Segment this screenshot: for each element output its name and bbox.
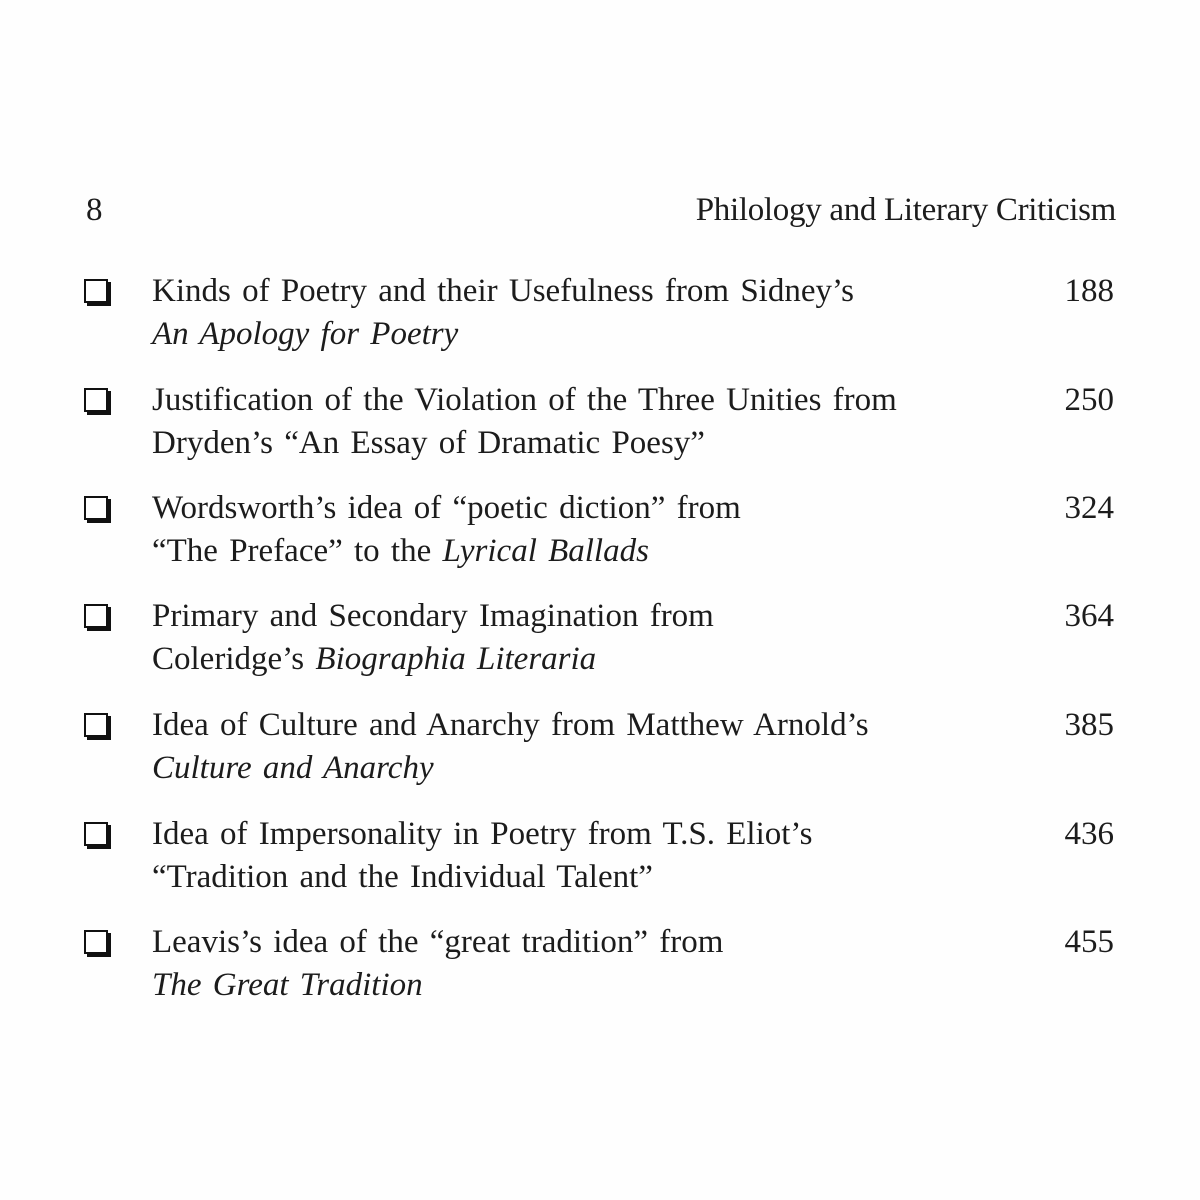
entry-title [152, 595, 1032, 681]
entry-page-number: 324 [1064, 490, 1114, 526]
toc-entry [84, 921, 1114, 1011]
entry-title-line-2 [152, 638, 1032, 681]
toc-entry [84, 813, 1114, 903]
entry-page-number: 250 [1064, 382, 1114, 418]
toc-entry [84, 704, 1114, 794]
entry-title-line-1: Justification of the Violation of the Three Unities from [152, 382, 897, 418]
entry-title-line-2 [152, 747, 1032, 790]
page-number: 8 [86, 192, 103, 228]
entry-title-line-2 [152, 313, 1032, 356]
entry-title-line-1: Idea of Impersonality in Poetry from T.S. Eliot’s [152, 816, 813, 852]
entry-title-line-1: Leavis’s idea of the “great tradition” from [152, 924, 724, 960]
entry-page-number: 455 [1064, 924, 1114, 960]
checkbox-bullet-icon [84, 604, 108, 628]
entry-page-number: 364 [1064, 598, 1114, 634]
running-title: Philology and Literary Criticism [695, 192, 1116, 228]
entry-work-title: An Apology for Poetry [152, 316, 459, 352]
entry-title-line-1: Wordsworth’s idea of “poetic diction” from [152, 490, 741, 526]
entry-work-title: Culture and Anarchy [152, 750, 434, 786]
entry-title [152, 379, 1032, 465]
entry-title-line-2 [152, 856, 1032, 899]
checkbox-bullet-icon [84, 713, 108, 737]
entry-title-line-2-text: Dryden’s “An Essay of Dramatic Poesy” [152, 425, 705, 461]
entry-title-line-2-text: Coleridge’s [152, 641, 316, 677]
entry-work-title: Lyrical Ballads [442, 533, 649, 569]
entry-page-number: 188 [1064, 273, 1114, 309]
toc-entry [84, 487, 1114, 577]
entry-title-line-1: Kinds of Poetry and their Usefulness from Sidney’s [152, 273, 854, 309]
entry-title-line-1: Idea of Culture and Anarchy from Matthew Arnold’s [152, 707, 869, 743]
checkbox-bullet-icon [84, 822, 108, 846]
toc-entry [84, 595, 1114, 685]
checkbox-bullet-icon [84, 279, 108, 303]
toc-entry [84, 379, 1114, 469]
entry-work-title: Biographia Literaria [315, 641, 597, 677]
entry-page-number: 436 [1064, 816, 1114, 852]
entry-title-line-2 [152, 530, 1032, 573]
entry-title-line-2 [152, 964, 1032, 1007]
entry-title-line-1: Primary and Secondary Imagination from [152, 598, 714, 634]
page-header [86, 188, 1116, 232]
entry-title [152, 813, 1032, 899]
entry-title [152, 921, 1032, 1007]
entry-title-line-2-text: “Tradition and the Individual Talent” [152, 859, 653, 895]
entry-title [152, 487, 1032, 573]
entry-title-line-2-text: “The Preface” to the [152, 533, 443, 569]
checkbox-bullet-icon [84, 930, 108, 954]
toc-entry [84, 270, 1114, 360]
checkbox-bullet-icon [84, 388, 108, 412]
entry-title [152, 704, 1032, 790]
entry-page-number: 385 [1064, 707, 1114, 743]
entry-work-title: The Great Tradition [152, 967, 423, 1003]
entry-title-line-2 [152, 422, 1032, 465]
entry-title [152, 270, 1032, 356]
checkbox-bullet-icon [84, 496, 108, 520]
